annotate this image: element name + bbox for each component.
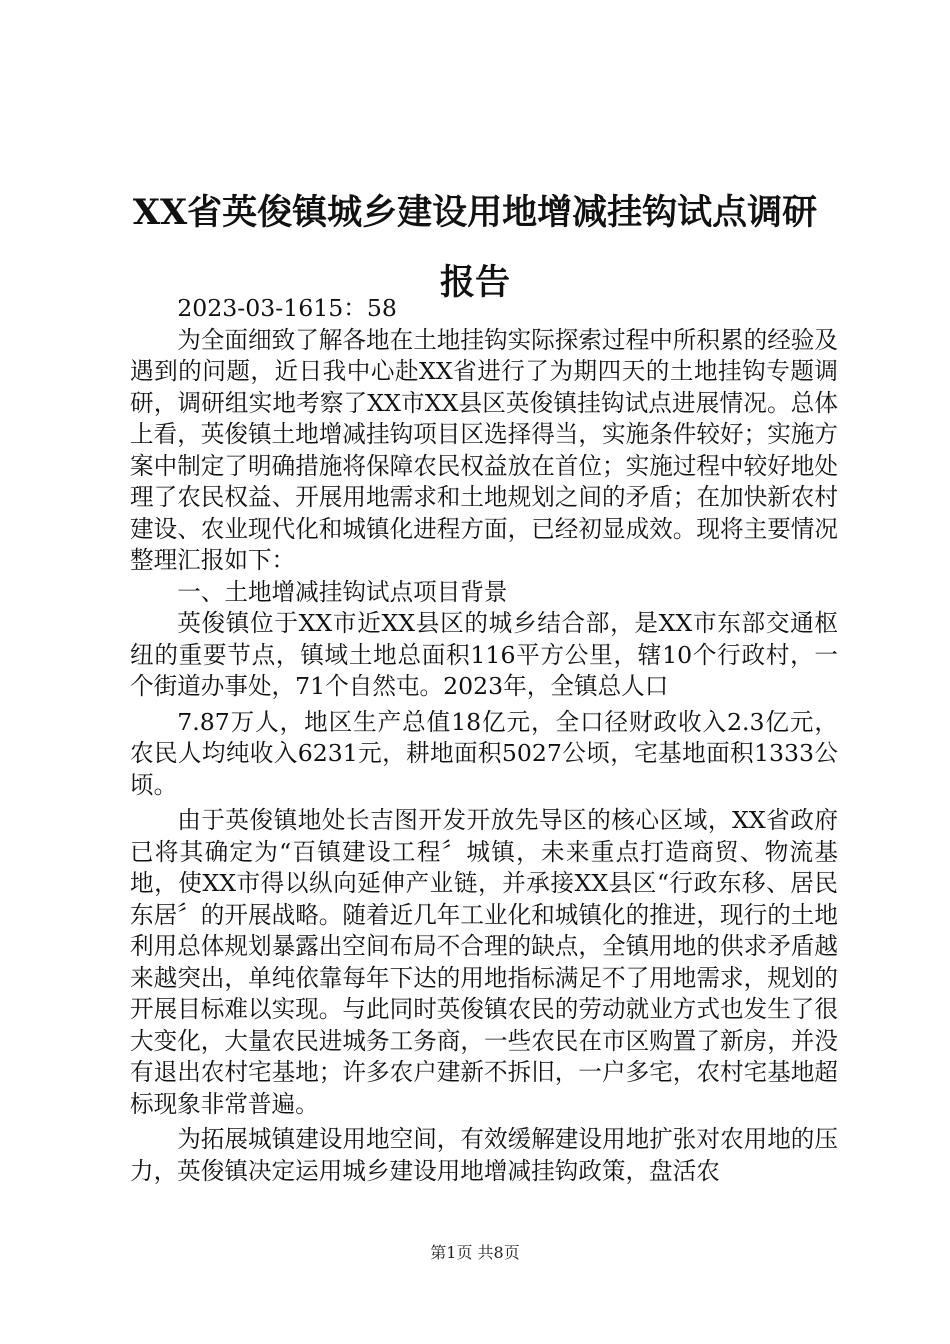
paragraph-town-statistics: 7.87万人，地区生产总值18亿元，全口径财政收入2.3亿元，农民人均纯收入6231元，耕地面积5027公顷，宅基地面积1333公顷。: [130, 707, 838, 799]
page-number-footer: 第1页 共8页: [430, 1243, 520, 1262]
paragraph-intro: 为全面细致了解各地在土地挂钩实际探索过程中所积累的经验及遇到的问题，近日我中心赴XX省进行了为期四天的土地挂钩专题调研，调研组实地考察了XX市XX县区英俊镇挂钩试点进展情况。总体上看，英俊镇土地增减挂钩项目区选择得当，实施条件较好；实施方案中制定了明确措施将保障农民权益放在首位；实施过程中较好地处理了农民权益、开展用地需求和土地规划之间的矛盾；在加快新农村建设、农业现代化和城镇化进程方面，已经初显成效。现将主要情况整理汇报如下：: [130, 325, 838, 574]
document-body: [130, 293, 838, 1187]
paragraph-town-overview: 英俊镇位于XX市近XX县区的城乡结合部，是XX市东部交通枢纽的重要节点，镇域土地总面积116平方公里，辖10个行政村，一个街道办事处，71个自然屯。2023年，全镇总人口: [130, 609, 838, 700]
paragraph-development-context: 由于英俊镇地处长吉图开发开放先导区的核心区域，XX省政府已将其确定为“百镇建设工程〞城镇，未来重点打造商贸、物流基地，使XX市得以纵向延伸产业链，并承接XX县区“行政东移、居民东居〞的开展战略。随着近几年工业化和城镇化的推进，现行的土地利用总体规划暴露出空间布局不合理的缺点，全镇用地的供求矛盾越来越突出，单纯依靠每年下达的用地指标满足不了用地需求，规划的开展目标难以实现。与此同时英俊镇农民的劳动就业方式也发生了很大变化，大量农民进城务工务商，一些农民在市区购置了新房，并没有退出农村宅基地；许多农户建新不拆旧，一户多宅，农村宅基地超标现象非常普遍。: [130, 806, 838, 1118]
document-date: 2023-03-1615：58: [177, 294, 397, 322]
paragraph-policy-application: 为拓展城镇建设用地空间，有效缓解建设用地扩张对农用地的压力，英俊镇决定运用城乡建设用地增减挂钩政策，盘活农: [130, 1125, 838, 1185]
section-heading-background: 一、土地增减挂钩试点项目背景: [177, 577, 508, 606]
document-title: XX省英俊镇城乡建设用地增减挂钩试点调研报告: [132, 192, 818, 303]
